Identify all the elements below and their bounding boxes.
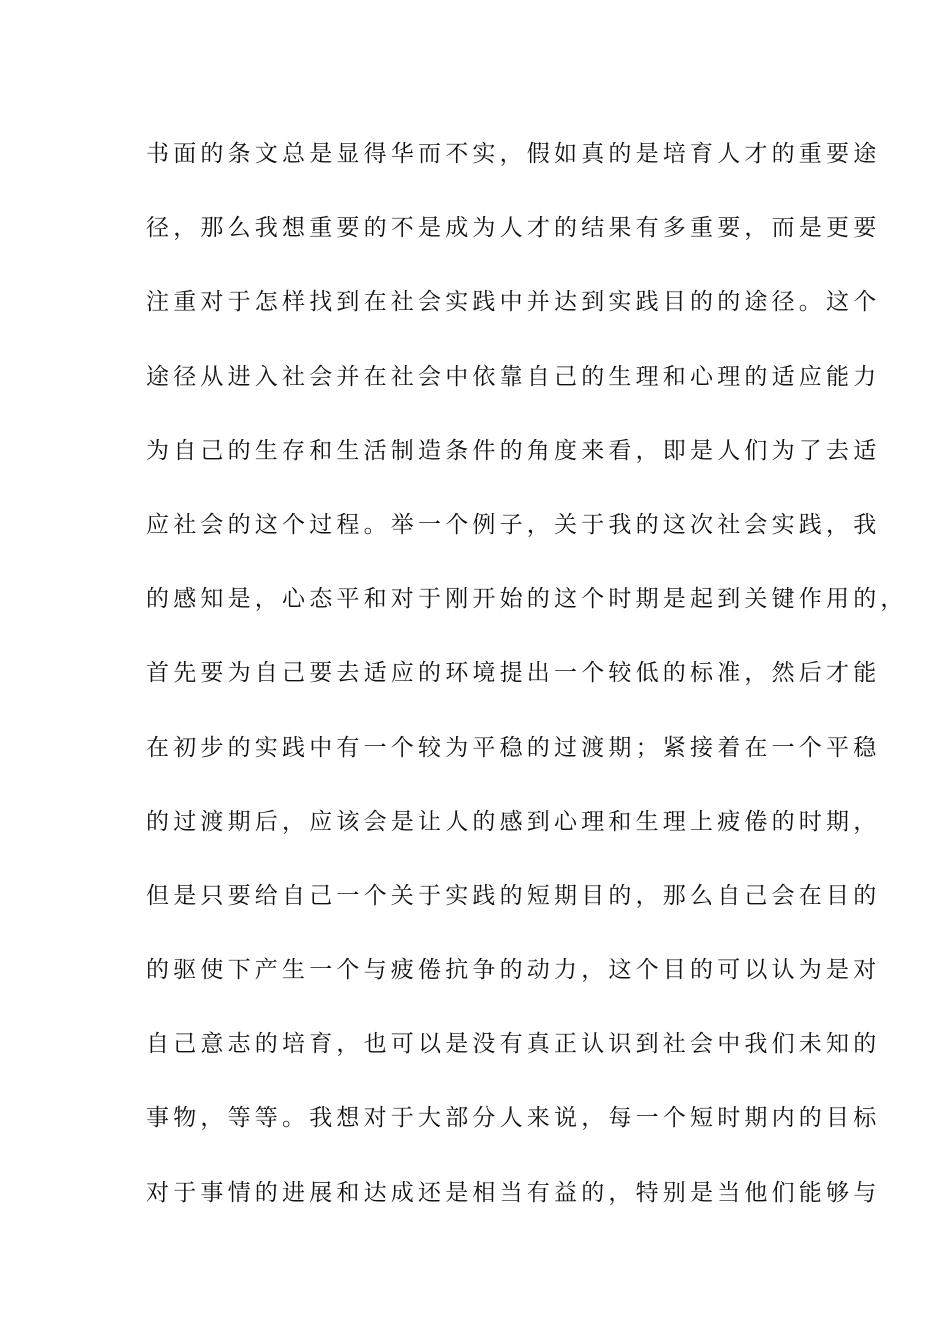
text-line: 径，那么我想重要的不是成为人才的结果有多重要，而是更要 [146,215,881,242]
text-line: 自己意志的培育，也可以是没有真正认识到社会中我们未知的 [146,1031,881,1058]
text-line: 的驱使下产生一个与疲倦抗争的动力，这个目的可以认为是对 [146,957,881,984]
text-line: 应社会的这个过程。举一个例子，关于我的这次社会实践，我 [146,511,881,538]
text-line: 的过渡期后，应该会是让人的感到心理和生理上疲倦的时期， [146,808,881,835]
text-line: 为自己的生存和生活制造条件的角度来看，即是人们为了去适 [146,437,881,464]
text-line: 在初步的实践中有一个较为平稳的过渡期；紧接着在一个平稳 [146,734,881,761]
body-text [146,130,908,1243]
text-line: 事物，等等。我想对于大部分人来说，每一个短时期内的目标 [146,1105,881,1132]
text-line: 的感知是，心态平和对于刚开始的这个时期是起到关键作用的， [146,586,908,613]
text-line: 对于事情的进展和达成还是相当有益的，特别是当他们能够与 [146,1179,881,1206]
text-line: 书面的条文总是显得华而不实，假如真的是培育人才的重要途 [146,141,881,167]
text-line: 首先要为自己要去适应的环境提出一个较低的标准，然后才能 [146,660,881,687]
text-line: 途径从进入社会并在社会中依靠自己的生理和心理的适应能力 [146,363,881,390]
text-line: 但是只要给自己一个关于实践的短期目的，那么自己会在目的 [146,882,881,909]
text-line: 注重对于怎样找到在社会实践中并达到实践目的的途径。这个 [146,289,881,316]
